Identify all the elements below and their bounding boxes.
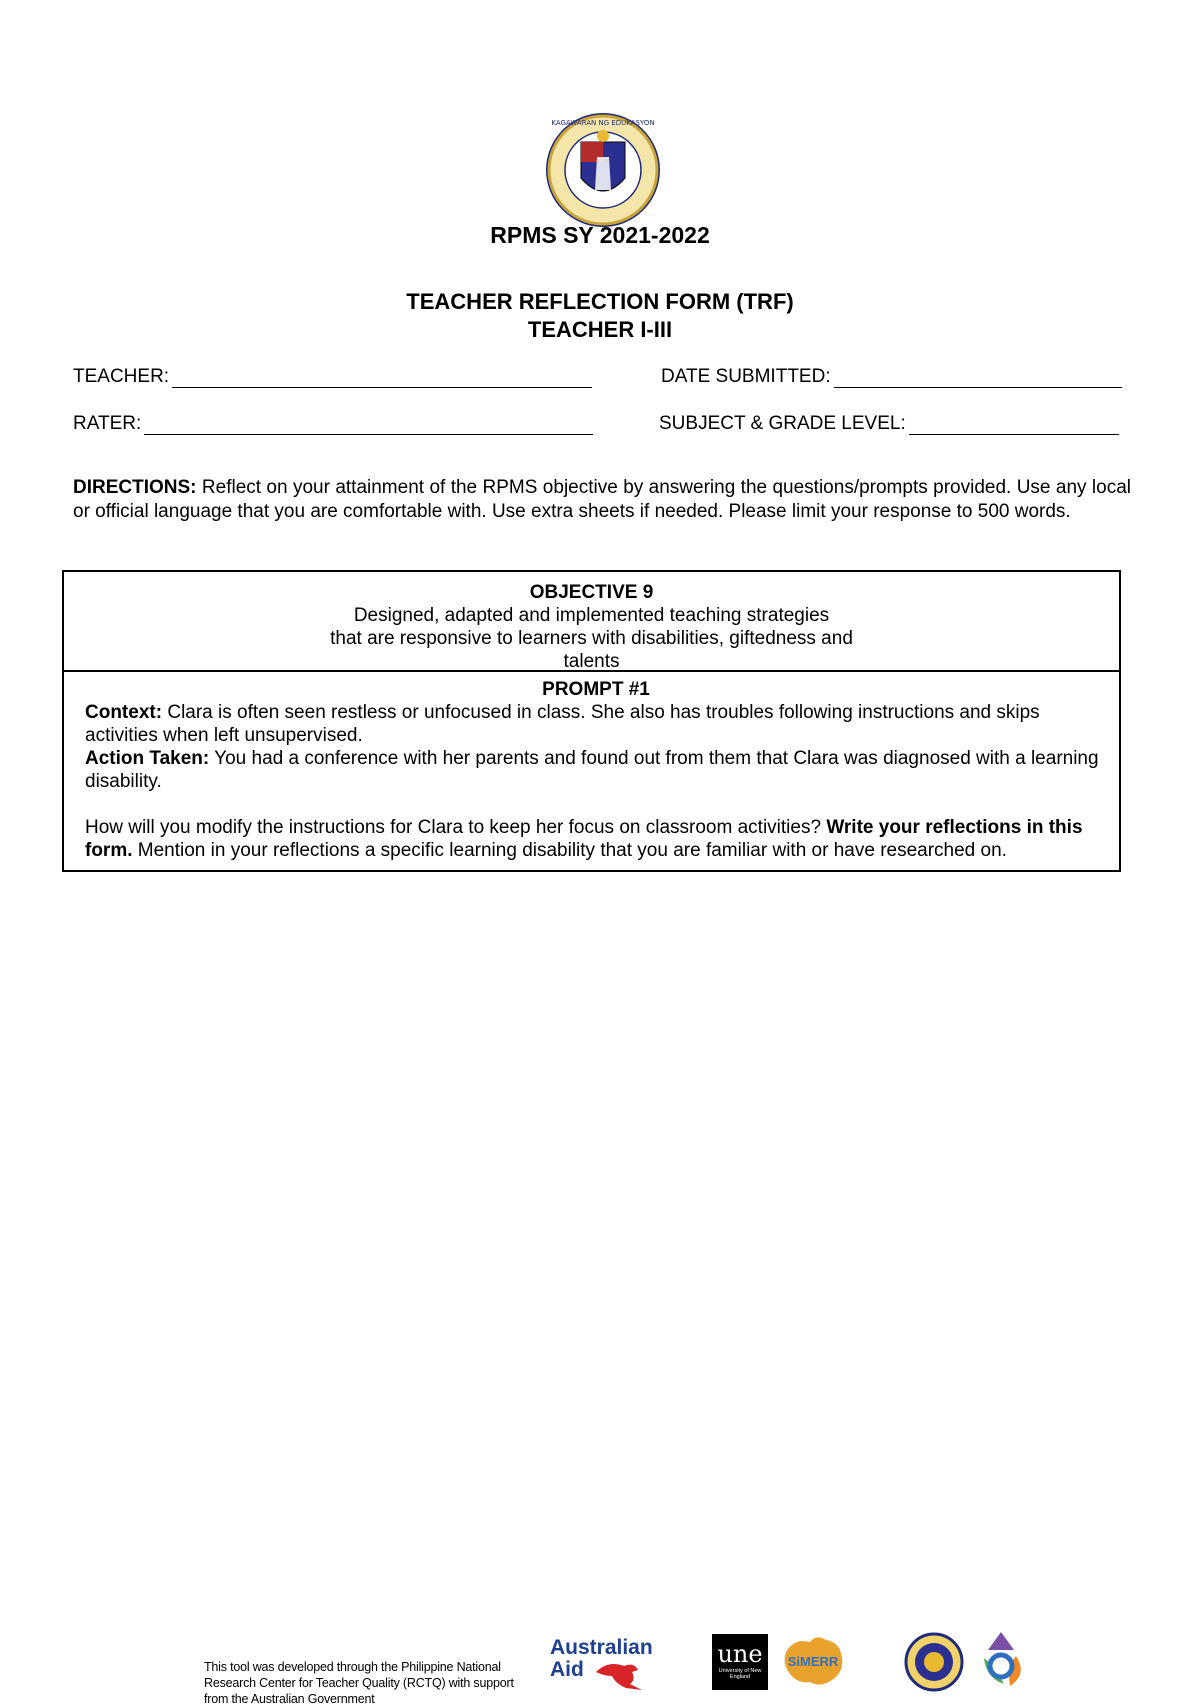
simerr-logo-text: SiMERR xyxy=(787,1654,839,1669)
australian-aid-line1: Australian xyxy=(550,1636,653,1659)
school-year-heading: RPMS SY 2021-2022 xyxy=(490,222,710,248)
une-logo xyxy=(712,1634,768,1690)
australian-aid-logo xyxy=(546,1632,666,1694)
directions-paragraph xyxy=(73,476,1131,524)
directions-text: Reflect on your attainment of the RPMS objective by answering the questions/prompts provided. Use any local or official language that you are comfortable with. Use extra sheets if needed. Please limit your response to 500 words. xyxy=(73,477,1131,522)
prompt-question xyxy=(85,816,1107,862)
objective-prompt-table xyxy=(62,570,1121,872)
teacher-input-line[interactable] xyxy=(172,369,592,388)
context-text: Clara is often seen restless or unfocused in class. She also has troubles following instructions and skips activities when left unsupervised. xyxy=(85,702,1040,746)
objective-line-1: Designed, adapted and implemented teaching strategies xyxy=(353,605,830,626)
australian-aid-line2: Aid xyxy=(550,1658,584,1681)
directions-label: DIRECTIONS: xyxy=(73,477,197,498)
date-submitted-label: DATE SUBMITTED: xyxy=(661,366,831,387)
objective-line-2: that are responsive to learners with disabilities, giftedness and xyxy=(330,628,853,649)
rater-input-line[interactable] xyxy=(144,416,593,435)
objective-title: OBJECTIVE 9 xyxy=(529,582,654,603)
subject-grade-field xyxy=(659,413,1119,435)
prompt-cell xyxy=(64,672,1119,870)
simerr-logo xyxy=(780,1632,846,1694)
rater-label: RATER: xyxy=(73,413,142,434)
deped-seal-logo xyxy=(545,112,661,228)
prompt-title: PROMPT #1 xyxy=(542,679,650,700)
teacher-label: TEACHER: xyxy=(73,366,170,387)
question-bold-text: Write your reflections in this form. xyxy=(85,817,1083,861)
subject-grade-input-line[interactable] xyxy=(909,416,1119,435)
date-submitted-input-line[interactable] xyxy=(834,369,1122,388)
rctq-logo xyxy=(970,1628,1032,1690)
objective-cell xyxy=(64,572,1119,672)
prompt-context xyxy=(85,701,1107,747)
subject-grade-label: SUBJECT & GRADE LEVEL: xyxy=(659,413,906,434)
form-title-line1: TEACHER REFLECTION FORM (TRF) xyxy=(406,289,794,314)
svg-text:KAGAWARAN NG EDUKASYON: KAGAWARAN NG EDUKASYON xyxy=(551,119,655,127)
footer-note: This tool was developed through the Philippine National Research Center for Teacher Quality (RCTQ) with support from the Australian Government xyxy=(204,1660,514,1706)
une-logo-text: une xyxy=(717,1640,763,1668)
action-taken-label: Action Taken: xyxy=(85,748,210,769)
teacher-field xyxy=(73,366,592,388)
form-title xyxy=(0,288,1200,344)
form-title-line2: TEACHER I-III xyxy=(527,317,673,342)
rater-field xyxy=(73,413,593,435)
question-text: How will you modify the instructions for Clara to keep her focus on classroom activities? xyxy=(85,817,827,838)
question-tail-text: Mention in your reflections a specific learning disability that you are familiar with or have researched on. xyxy=(132,840,1007,861)
date-submitted-field xyxy=(661,366,1122,388)
institution-seal-logo xyxy=(904,1632,964,1692)
action-taken-text: You had a conference with her parents and found out from them that Clara was diagnosed with a learning disability. xyxy=(85,748,1099,792)
une-logo-subtext: University of New England xyxy=(718,1668,762,1680)
context-label: Context: xyxy=(85,702,163,723)
objective-line-3: talents xyxy=(563,651,620,672)
prompt-action-taken xyxy=(85,747,1107,793)
